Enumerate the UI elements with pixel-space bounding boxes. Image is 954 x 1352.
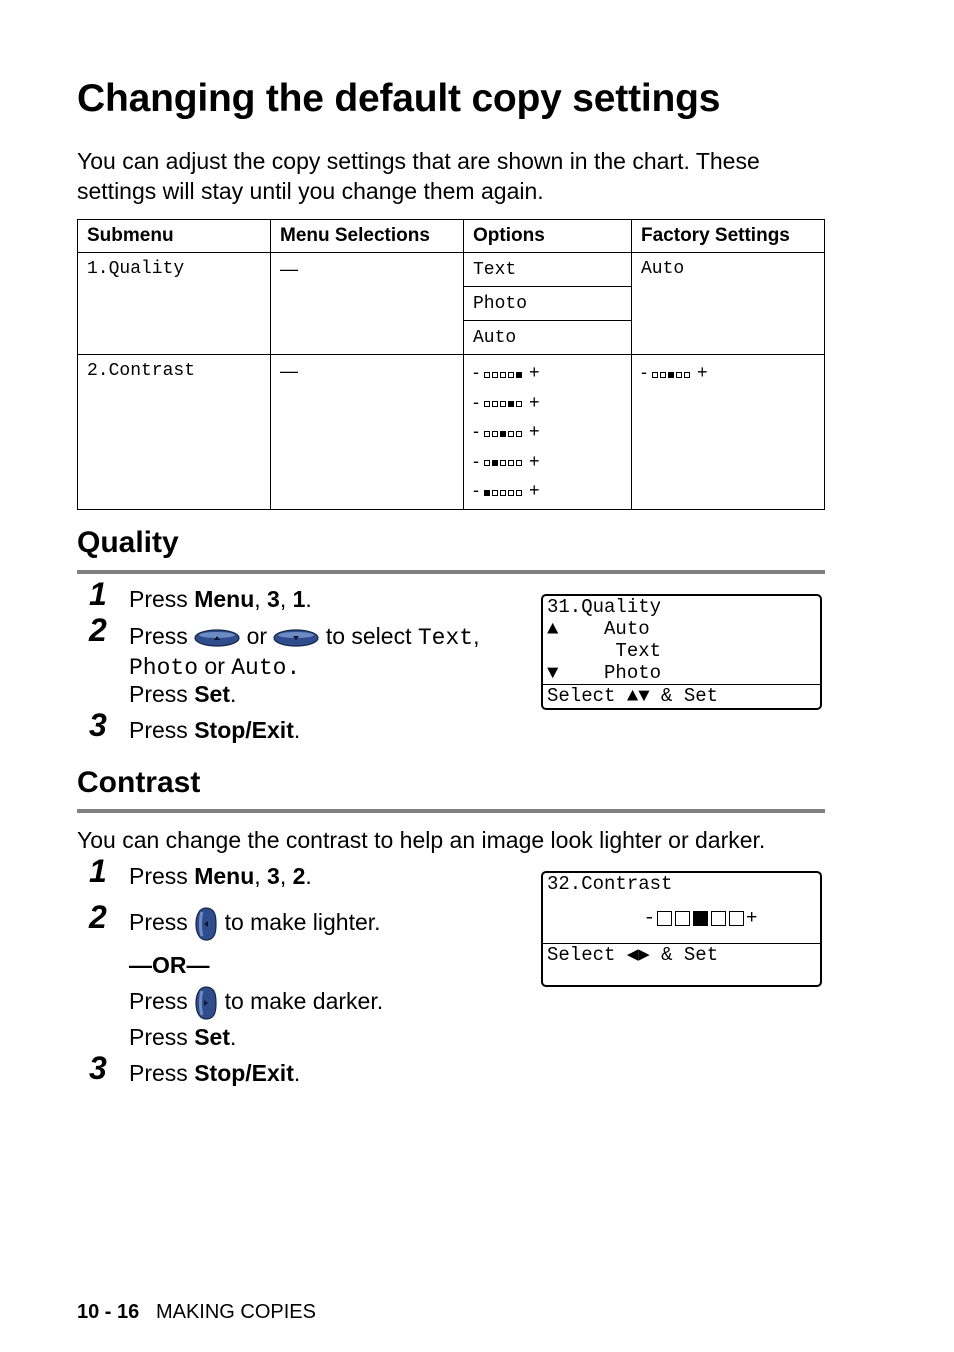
contrast-minus: - [473, 480, 484, 500]
quality-step-3-text [129, 715, 300, 745]
key-1: 1 [292, 586, 306, 612]
or-separator: —OR— [129, 952, 210, 978]
chapter-name: MAKING COPIES [155, 1301, 316, 1323]
contrast-section-rule [77, 809, 825, 813]
lcd-footer: Select ◀▶ & Set [543, 943, 820, 966]
option-auto: Auto [231, 655, 287, 681]
contrast-plus: + [524, 391, 540, 412]
contrast-step-1-number: 1 [89, 853, 107, 889]
contrast-level-box [508, 460, 514, 466]
period: . [286, 655, 301, 681]
left-arrow-button-icon [194, 906, 218, 942]
page-footer [77, 1301, 316, 1324]
contrast-options-list [473, 361, 631, 509]
contrast-level-box [652, 372, 658, 378]
lcd-level-bar [657, 911, 744, 926]
contrast-level-bar [484, 480, 524, 502]
contrast-level-box [516, 431, 522, 437]
step-text: Press [129, 586, 188, 612]
lcd-line-3 [543, 640, 820, 662]
lcd-level-box [657, 911, 672, 926]
quality-step-2-text-line3 [129, 679, 236, 709]
contrast-level-bar [484, 421, 524, 443]
header-menu-selections: Menu Selections [271, 220, 464, 253]
contrast-plus: + [524, 450, 540, 471]
settings-table [77, 219, 825, 510]
contrast-level-box [492, 490, 498, 496]
contrast-level-box [500, 401, 506, 407]
contrast-step-3-number: 3 [89, 1050, 107, 1086]
down-arrow-button-icon [273, 629, 319, 647]
key-3: 3 [267, 863, 280, 889]
step-text: Press [129, 623, 188, 649]
down-triangle-icon: ▼ [547, 662, 559, 684]
contrast-minus: - [473, 391, 484, 412]
separator: , [279, 863, 287, 889]
quality-step-1-number: 1 [89, 576, 107, 612]
menu-key: Menu [194, 586, 255, 612]
lcd-level-box [711, 911, 726, 926]
contrast-level-box [508, 401, 514, 407]
lcd-line-1: 31.Quality [547, 596, 662, 618]
lcd-level-box [675, 911, 690, 926]
header-options: Options [464, 220, 632, 253]
quality-factory-setting: Auto [632, 253, 825, 355]
key-3: 3 [267, 586, 280, 612]
option-photo: Photo [129, 655, 199, 681]
contrast-level-box [660, 372, 666, 378]
set-key: Set [194, 681, 230, 707]
quality-option-photo: Photo [464, 287, 632, 321]
contrast-level-box [500, 460, 506, 466]
quality-lcd-display [541, 594, 822, 710]
quality-option-text: Text [464, 253, 632, 287]
up-triangle-icon: ▲ [547, 618, 559, 640]
intro-paragraph: You can adjust the copy settings that are shown in the chart. These settings will stay until you change them again. [77, 148, 760, 204]
header-factory-settings: Factory Settings [632, 220, 825, 253]
contrast-level-bar [652, 362, 692, 384]
contrast-level-bar [484, 362, 524, 384]
contrast-step-2-set [129, 1022, 236, 1052]
quality-option-auto: Auto [464, 321, 632, 355]
contrast-plus: + [524, 362, 540, 382]
quality-step-1-text [129, 584, 312, 614]
lcd-level-box [729, 911, 744, 926]
lcd-option-text: Text [615, 640, 662, 662]
contrast-level-box [668, 372, 674, 378]
step-text: to make lighter. [224, 909, 381, 936]
period: . [293, 1060, 301, 1086]
contrast-step-2-alt [129, 985, 383, 1021]
table-header-row [78, 220, 825, 253]
option-text: Text [417, 625, 474, 651]
contrast-level-box [516, 460, 522, 466]
page-title: Changing the default copy settings [77, 77, 721, 120]
quality-menu-selection: — [271, 253, 464, 355]
contrast-section-title: Contrast [77, 766, 201, 799]
step-text: Press [129, 1060, 188, 1086]
contrast-minus: - [641, 362, 647, 382]
contrast-step-1-text [129, 861, 312, 891]
quality-step-3-number: 3 [89, 707, 107, 743]
quality-step-2-number: 2 [89, 612, 107, 648]
contrast-level-box [484, 372, 490, 378]
stop-exit-key: Stop/Exit [194, 717, 294, 743]
right-arrow-button-icon [194, 985, 218, 1021]
page-number: 10 - 16 [77, 1301, 140, 1323]
contrast-option-row [473, 420, 631, 450]
lcd-option-photo: Photo [604, 662, 662, 684]
step-text: Press [129, 1024, 188, 1050]
contrast-level-box [500, 490, 506, 496]
contrast-factory-setting [632, 355, 825, 510]
contrast-level-box [492, 372, 498, 378]
or-text: or [204, 653, 225, 679]
menu-key: Menu [194, 863, 255, 889]
contrast-level-box [500, 372, 506, 378]
table-row [78, 355, 825, 510]
lcd-line-2 [543, 618, 820, 640]
contrast-option-row [473, 479, 631, 509]
contrast-level-box [484, 431, 490, 437]
lcd-contrast-bar [543, 895, 820, 941]
contrast-level-box [516, 401, 522, 407]
period: . [305, 863, 312, 889]
lcd-line-4 [543, 662, 820, 684]
contrast-level-box [492, 401, 498, 407]
contrast-plus: + [746, 907, 758, 929]
contrast-level-box [508, 372, 514, 378]
period: . [229, 1024, 237, 1050]
contrast-step-2-number: 2 [89, 899, 107, 935]
contrast-minus: - [473, 362, 484, 382]
contrast-level-box [676, 372, 682, 378]
stop-exit-key: Stop/Exit [194, 1060, 294, 1086]
contrast-submenu: 2.Contrast [78, 355, 271, 510]
step-text: Press [129, 863, 188, 889]
lcd-option-auto: Auto [604, 618, 650, 640]
contrast-level-box [508, 431, 514, 437]
up-arrow-button-icon [194, 629, 240, 647]
contrast-level-bar [484, 392, 524, 414]
contrast-level-box [484, 460, 490, 466]
contrast-level-box [484, 490, 490, 496]
step-text: Press [129, 988, 188, 1015]
quality-submenu: 1.Quality [78, 253, 271, 355]
set-key: Set [194, 1024, 230, 1050]
period: . [305, 586, 312, 612]
lcd-footer: Select ▲▼ & Set [543, 684, 820, 707]
step-text: Press [129, 909, 188, 936]
contrast-option-row [473, 450, 631, 480]
step-text: Press [129, 717, 188, 743]
lcd-line-1: 32.Contrast [547, 873, 673, 895]
contrast-level-box [484, 401, 490, 407]
quality-step-2-text [129, 621, 479, 653]
contrast-options [464, 355, 632, 510]
separator: , [254, 863, 261, 889]
contrast-level-box [508, 490, 514, 496]
contrast-factory-bar [641, 361, 824, 391]
contrast-plus: + [524, 421, 540, 441]
contrast-intro: You can change the contrast to help an image look lighter or darker. [77, 827, 766, 853]
table-row [78, 253, 825, 287]
step-text: to select [325, 623, 412, 649]
contrast-level-bar [484, 451, 524, 473]
separator: , [254, 586, 261, 612]
contrast-option-row [473, 391, 631, 421]
or-text: or [246, 623, 268, 649]
contrast-plus: + [697, 362, 708, 382]
quality-section-title: Quality [77, 526, 179, 559]
contrast-minus: - [473, 421, 484, 441]
contrast-minus: - [473, 450, 484, 471]
contrast-level-box [500, 431, 506, 437]
contrast-level-box [516, 372, 522, 378]
step-text: Press [129, 681, 188, 707]
separator: , [473, 623, 480, 649]
key-2: 2 [292, 863, 306, 889]
contrast-minus: - [643, 907, 655, 929]
contrast-step-2-text [129, 906, 381, 942]
contrast-option-row [473, 361, 631, 391]
period: . [293, 717, 301, 743]
period: . [229, 681, 237, 707]
contrast-menu-selection: — [271, 355, 464, 510]
separator: , [279, 586, 287, 612]
contrast-step-3-text [129, 1058, 300, 1088]
lcd-level-box [693, 911, 708, 926]
contrast-plus: + [524, 480, 540, 500]
contrast-level-box [684, 372, 690, 378]
contrast-level-box [516, 490, 522, 496]
step-text: to make darker. [224, 988, 384, 1015]
contrast-level-box [492, 460, 498, 466]
quality-section-rule [77, 570, 825, 574]
header-submenu: Submenu [78, 220, 271, 253]
contrast-level-box [492, 431, 498, 437]
contrast-lcd-display [541, 871, 822, 987]
contrast-step-2-or [129, 950, 210, 980]
